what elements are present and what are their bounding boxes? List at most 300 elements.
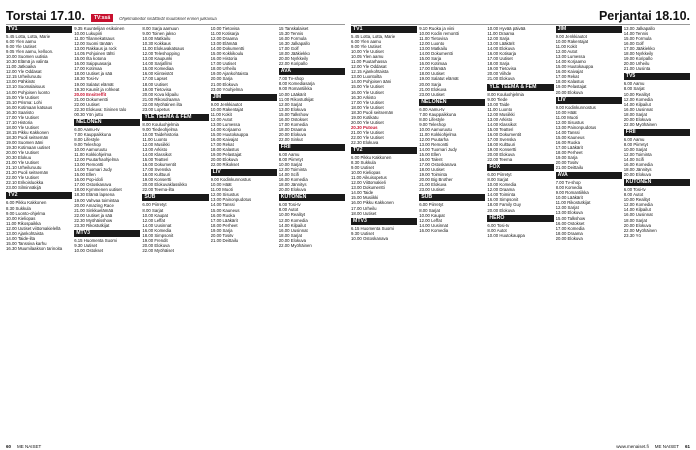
program-line: 23.00 Uutiset xyxy=(419,91,445,97)
program-line: 22.00 Yle Uutiset xyxy=(6,175,39,181)
program-line: 22.10 Erikoisluokka xyxy=(6,180,44,186)
program-line: 10.00 Hyvää päivää xyxy=(487,26,526,31)
program-line: 10.00 Kieliopas xyxy=(6,215,36,221)
program-line: 11.00 Kokit xyxy=(555,44,577,50)
program-line: 15.10 Prisma: Lohi xyxy=(6,99,42,105)
program-line: 20.00 Nyrkkeily xyxy=(278,56,309,62)
program-line: 9.00 Yle Uutiset xyxy=(351,44,382,50)
program-line: 16.00 Kiinteistöt xyxy=(142,71,173,77)
program-line: 9.00 Kodinkunnostus xyxy=(210,177,251,183)
program-line: 18.00 Urheilu xyxy=(210,66,237,72)
program-line: 12.00 Sarjat xyxy=(555,205,579,211)
program-line: 17.10 Historia xyxy=(6,119,33,125)
program-line: 6.00 Piirretyt xyxy=(487,172,512,178)
program-line: 16.00 Kotimaa xyxy=(419,61,447,67)
program-line: 18.00 Sarjat xyxy=(623,217,647,223)
program-line: 10.00 Tietovisa xyxy=(210,26,240,31)
program-line: 17.00 Ostoskanava xyxy=(74,182,112,188)
program-line: 18.00 Kalastus xyxy=(210,147,240,153)
listing-column xyxy=(624,26,690,439)
program-line: 19.00 Salatut elämät xyxy=(419,76,459,82)
program-line: 13.00 Remontti xyxy=(74,162,104,168)
program-line: 11.00 Tietovisa xyxy=(419,36,448,42)
program-line: 17.00 Jääkiekko xyxy=(623,46,655,52)
program-line: 13.00 Painonpudotus xyxy=(555,124,597,130)
page-footer xyxy=(6,444,41,449)
program-line: 11.00 Luonto xyxy=(487,106,513,112)
program-line: 21.00 Rikosdraama xyxy=(142,96,180,102)
program-line: 19.00 Konsertti xyxy=(142,177,172,183)
page-header xyxy=(6,0,345,25)
program-line: 13.00 Matkailu xyxy=(419,46,448,52)
program-line: 13.00 Remontti xyxy=(419,141,449,147)
program-line: 16.00 Komedia xyxy=(278,177,308,183)
program-line: 10.00 Lukupiiri xyxy=(74,31,103,37)
program-line: 10.30 Kokkaus xyxy=(142,41,171,47)
program-line: 15.00 Ellen xyxy=(74,172,96,178)
program-line: 11.00 Puutarhassa xyxy=(351,59,387,65)
program-line: 16.00 Uusinnat xyxy=(278,227,308,233)
program-line: 9.00 Jenkkiautot xyxy=(210,101,242,107)
program-line: 20.00 Elokuva xyxy=(210,157,238,163)
program-line: 21.00 Elokuva xyxy=(210,81,238,87)
program-line: 6.15 Huomenta Suomi xyxy=(74,237,117,243)
program-line: 6.00 Aamu-tv xyxy=(419,106,445,112)
program-line: 13.00 Elämää xyxy=(210,41,238,47)
program-line: 15.00 Kokkikoulu xyxy=(210,51,244,57)
program-line: 20.00 Elokuva xyxy=(623,116,652,122)
program-line: 11.00 Kokit xyxy=(210,111,232,117)
program-line: 12.00 Toiminta xyxy=(278,167,307,173)
program-line: 9.00 Luonto-ohjelma xyxy=(6,210,46,216)
program-line: 17.00 Ostoskanava xyxy=(419,162,457,168)
magazine-name: ME NAISET xyxy=(17,444,42,449)
program-line: 13.00 Pähkinät xyxy=(6,79,35,85)
program-line: 18.00 Family Guy xyxy=(487,202,522,208)
program-line: 20.00 Big Brother xyxy=(419,177,453,183)
program-line: 20.00 Elokuva xyxy=(487,207,515,213)
program-line: 17.00 Yle Uutiset xyxy=(6,114,39,120)
program-line: 13.00 Lumessa xyxy=(555,54,585,60)
program-line: 15.30 Tennis xyxy=(278,31,304,37)
program-line: 10.00 Suomen uutisia xyxy=(6,54,48,60)
program-line: 6.00 Piirretyt xyxy=(419,202,444,208)
program-line: 12.00 Komedia xyxy=(623,96,653,102)
program-line: 14.00 Klassikot xyxy=(487,121,517,127)
program-line: 18.00 Kulttuuri xyxy=(142,172,171,178)
program-line: 12.00 Sisustus xyxy=(555,119,584,125)
program-line: 8.00 Sarjat xyxy=(623,86,645,92)
program-line: 8.30 Sukkula xyxy=(6,205,31,211)
program-line: 10.00 Sarjat xyxy=(278,162,302,168)
program-line: 22.30 Myöhäisshow xyxy=(74,217,113,223)
program-line: 15.00 Sarja xyxy=(419,56,442,62)
program-line: 20.00 Tositv xyxy=(210,232,234,238)
program-line: 20.00 Yle Uutiset xyxy=(6,150,39,156)
program-line: 8.30 Sukkula xyxy=(351,160,376,166)
channel-header: TV5 xyxy=(624,73,690,80)
program-line: 14.00 Elokuva xyxy=(487,46,515,52)
program-line: 6.00 Pikku Kakkonen xyxy=(351,155,392,161)
highlight-program: 20.00 Ensitreffit xyxy=(74,91,107,97)
program-line: 21.00 Uusinta xyxy=(623,66,651,72)
program-line: 10.00 Ostoskanava xyxy=(351,235,389,241)
program-line: 18.00 Uutiset xyxy=(419,167,445,173)
program-line: 16.00 Ostokset xyxy=(555,220,585,226)
program-line: 12.00 Teleshopping xyxy=(142,51,180,57)
program-line: 18.00 Uutiset xyxy=(351,210,377,216)
program-line: 12.00 Sisustus xyxy=(210,192,239,198)
program-line: 9.00 Uutiset xyxy=(351,165,374,171)
program-line: 16.00 Komedia xyxy=(419,227,449,233)
program-line: 8.00 Autot xyxy=(623,192,644,198)
program-line: 12.15 Ajankohtaista xyxy=(351,69,389,75)
program-line: 19.00 Salatut elämät xyxy=(74,81,114,87)
program-line: 15.00 Kauneus xyxy=(555,134,585,140)
program-line: 11.00 Kokkiohjelma xyxy=(74,152,112,158)
program-line: 20.00 Elokuva xyxy=(278,131,307,137)
program-line: 20.00 Elokuva xyxy=(278,237,307,243)
program-line: 7.00 Tv-shop xyxy=(555,180,581,186)
channel-header: NELONEN xyxy=(419,99,485,106)
program-line: 12.00 Draama xyxy=(210,36,238,42)
program-line: 19.00 Konsertti xyxy=(487,147,517,153)
program-line: 8.00 Sarjat xyxy=(419,207,440,213)
program-line: 22.00 Myöhäinen xyxy=(623,121,657,127)
program-line: 22.00 Teema xyxy=(487,157,513,163)
program-line: 13.00 Arkisto xyxy=(142,147,168,153)
channel-header: LIV xyxy=(556,97,622,104)
program-line: 21.00 Sinkkuelämää xyxy=(74,207,114,213)
program-line: 21.00 Dokumentti xyxy=(74,96,108,102)
program-line: 18.00 Yle Uutiset xyxy=(351,104,384,110)
program-line: 18.00 Uutiset xyxy=(142,81,168,87)
program-line: 19.00 Vahvaa toimintaa xyxy=(74,197,120,203)
program-line: 11.00 Rikostutkijat xyxy=(278,96,314,102)
program-line: 14.00 Dokumentti xyxy=(419,51,453,57)
program-line: 12.00 Komedia xyxy=(278,217,308,223)
program-line: 20.00 Elokuva xyxy=(555,89,583,95)
program-line: 21.00 Elokuva xyxy=(487,76,515,82)
program-line: 9.30 Uutiset xyxy=(351,230,374,236)
program-line: 7.00 Tv-shop xyxy=(278,76,304,82)
program-line: 8.00 Kouluohjelmia xyxy=(487,91,524,97)
program-line: 16.00 Kaivajat xyxy=(210,136,238,142)
program-line: 18.00 Jännitys xyxy=(623,167,652,173)
channel-header: KUTONEN xyxy=(624,179,690,186)
program-line: 12.00 Viittomakieli xyxy=(351,180,386,186)
program-line: 12.00 Sarja xyxy=(487,36,510,42)
program-line: 17.00 Kotimaa xyxy=(74,66,102,72)
program-line: 10.00 Rakentajat xyxy=(210,106,244,112)
program-line: 11.00 Luonto xyxy=(142,136,168,142)
magazine-name: ME NAISET xyxy=(654,444,679,449)
program-line: 14.00 Tuomari Judy xyxy=(419,147,457,153)
program-line: 13.00 Lääkärit xyxy=(487,41,515,47)
program-line: 12.00 Draama xyxy=(487,187,515,193)
channel-header: FRII xyxy=(279,144,345,151)
program-line: 22.00 Uutiset xyxy=(74,101,100,107)
program-line: 22.00 Myöhäiset xyxy=(142,247,174,253)
program-line: 19.00 Toiminta xyxy=(419,172,448,178)
program-line: 22.30 Elokuva xyxy=(351,139,379,145)
program-line: 20.00 Viihde xyxy=(487,71,512,77)
program-line: 18.00 Yle Uutiset xyxy=(6,124,39,130)
program-line: 17.00 Yle Uutiset xyxy=(351,99,384,105)
program-line: 9.10 Ruoka ja viini xyxy=(419,26,455,31)
page-number: 60 xyxy=(6,444,12,449)
program-line: 20.00 Elokuva xyxy=(142,242,170,248)
program-line: 22.00 Myöhäinen xyxy=(278,242,312,248)
program-line: 16.00 Pop-idoli xyxy=(74,177,103,183)
program-line: 14.00 Kilpailut xyxy=(623,101,651,107)
program-line: 14.00 Tennis xyxy=(623,31,649,37)
program-line: 23.00 Yöohjelma xyxy=(210,86,243,92)
program-line: 20.00 Yle Uutiset xyxy=(351,119,384,125)
program-line: 14.00 Scifi xyxy=(278,172,299,178)
program-line: 18.00 Perheet xyxy=(210,222,238,228)
program-line: 22.00 Teema-ilta xyxy=(142,187,175,193)
program-line: 19.00 Pelastajat xyxy=(210,152,242,158)
program-line: 15.00 Ellen xyxy=(419,152,441,158)
program-line: 20.00 Sarja xyxy=(210,76,233,82)
program-line: 16.00 Dokumentit xyxy=(487,131,522,137)
program-line: 8.00 Sarjat xyxy=(142,207,164,213)
channel-header: NELONEN xyxy=(74,119,140,126)
program-line: 11.00 Kotisarja xyxy=(210,31,239,37)
program-line: 6.00 Pikku Kakkonen xyxy=(6,200,47,206)
program-line: 10.00 Komedia xyxy=(487,182,517,188)
section-tag: TV:ssä xyxy=(91,14,113,22)
program-line: 22.00 Uutiset ja sää xyxy=(74,212,113,218)
listing-column xyxy=(556,26,622,439)
program-line: 19.00 Pelastajat xyxy=(555,84,587,90)
program-line: 9.30 Uutiset xyxy=(74,242,98,248)
program-line: 5.45 Lotta, Lotta, Marie xyxy=(351,34,396,39)
program-line: 21.00 Yle Uutiset xyxy=(351,129,384,135)
listing-columns xyxy=(6,26,345,439)
program-line: 18.00 Kalastus xyxy=(555,79,585,85)
program-line: 12.00 Sarjat xyxy=(278,101,302,107)
program-line: 10.00 Realityt xyxy=(623,91,651,97)
program-line: 19.00 Kotikatu xyxy=(351,114,379,120)
program-line: 12.00 Suomi tänään xyxy=(74,41,113,47)
program-line: 6.00 Ylen aamu xyxy=(351,39,382,45)
program-line: 14.05 Pohjoinen tähti xyxy=(74,51,115,57)
channel-header: TV1 xyxy=(351,26,417,33)
program-line: 10.00 Kaupat xyxy=(142,212,168,218)
program-line: 16.00 Yle Uutiset xyxy=(351,89,384,95)
channel-header: FRII xyxy=(624,129,690,136)
channel-header: JIM xyxy=(556,26,622,33)
channel-header: JIM xyxy=(211,94,277,101)
program-line: 15.00 Ilta kotona xyxy=(74,56,106,62)
program-line: 10.00 Aamuruutu xyxy=(74,147,107,153)
program-line: 13.00 Rakkaus ja rock xyxy=(74,46,117,52)
program-line: 15.00 Talkshow xyxy=(555,215,586,221)
listing-column xyxy=(142,26,208,439)
program-line: 11.00 Aikuisopetus xyxy=(351,175,387,181)
channel-header: YLE TEEMA & FEM xyxy=(142,114,208,121)
program-line: 17.00 Komedia xyxy=(278,121,308,127)
program-line: 12.00 Musiikki xyxy=(487,111,515,117)
program-line: 6.00 Aamu xyxy=(623,81,645,87)
program-line: 15.00 Huutokauppa xyxy=(210,131,249,137)
channel-header: SUB xyxy=(142,194,208,201)
program-line: 16.00 Simpsonit xyxy=(487,197,519,203)
program-line: 12.00 Autot xyxy=(210,116,233,122)
channel-header: HERO xyxy=(487,215,553,222)
program-line: 18.00 Draama xyxy=(555,230,583,236)
program-line: 19.00 Tietovisa xyxy=(487,66,517,72)
program-line: 15.00 Huutokauppa xyxy=(555,64,594,70)
program-line: 23.30 Rikostutkijat xyxy=(74,222,110,228)
program-line: 21.00 Deittailu xyxy=(210,237,239,243)
page-footer xyxy=(616,444,690,449)
program-line: 6.00 Tosi-tv xyxy=(487,222,510,228)
program-line: 9.00 Toinen jakso xyxy=(142,31,176,37)
program-line: 14.00 Tuomari Judy xyxy=(74,167,112,173)
program-line: 19.00 Koripallo xyxy=(623,56,653,62)
program-line: 23.00 Uutiset xyxy=(419,187,445,193)
program-line: 16.00 Ruoka xyxy=(555,139,580,145)
program-line: 12.00 Leffat xyxy=(142,217,166,223)
program-line: 21.20 Puoli seitsemän xyxy=(6,170,49,176)
program-line: 10.00 Sarjat xyxy=(623,146,647,152)
program-line: 15.00 Tanssiva karhu xyxy=(6,240,47,246)
program-line: 11.00 Muoti xyxy=(555,114,578,120)
program-line: 16.00 Komedia xyxy=(623,162,653,168)
program-line: 10.30 Elämä ja valinta xyxy=(6,59,49,65)
program-line: 11.00 Jatkoaika xyxy=(6,64,36,70)
program-line: 9.00 Romantiikka xyxy=(278,86,312,92)
program-line: 11.00 Muoti xyxy=(210,187,233,193)
program-line: 17.00 Elämää xyxy=(419,66,446,72)
program-line: 11.00 Draama xyxy=(487,31,515,37)
channel-header: AVA xyxy=(556,172,622,179)
header-note: Ohjelmatiedot sisältävät muutokset ennen julkaisua xyxy=(119,17,217,22)
program-line: 5.45 Lotta, Lotta, Marie xyxy=(6,34,51,39)
program-line: 20.00 Elokuva xyxy=(487,152,515,158)
program-line: 19.00 Frendit xyxy=(142,237,168,243)
program-line: 7.00 Kauppaikkuna xyxy=(419,111,456,117)
program-line: 16.00 Pikku Kakkonen xyxy=(351,200,394,206)
program-line: 15.00 Talkshow xyxy=(278,111,309,117)
program-line: 14.00 Toiminta xyxy=(487,192,516,198)
program-line: 16.00 Ruoka xyxy=(210,212,235,218)
channel-header: TV2 xyxy=(351,147,417,154)
program-line: 14.00 Uusinnat xyxy=(419,222,449,228)
program-line: 22.30 Elokuva: Sininen talo xyxy=(74,106,127,112)
program-line: 21.00 Deittailu xyxy=(555,165,584,171)
program-line: 16.00 Uusinnat xyxy=(623,106,653,112)
program-line: 22.00 Myöhäinen ilta xyxy=(142,101,183,107)
program-line: 9.00 Kodinkunnostus xyxy=(555,104,596,110)
highlight-program: 20.30 Putous xyxy=(351,124,378,130)
program-line: 16.00 Talent xyxy=(419,157,443,163)
listing-columns xyxy=(351,26,690,439)
program-line: 8.00 Autot xyxy=(278,207,299,213)
program-line: 16.00 Komedia xyxy=(142,227,172,233)
program-line: 11.00 Elokuvakatsaus xyxy=(142,46,185,52)
page-date: Torstai 17.10. xyxy=(6,8,85,23)
program-line: 17.00 Lääkärit xyxy=(555,144,583,150)
channel-header: LIV xyxy=(211,169,277,176)
program-line: 16.30 Muumilaakson tarinoita xyxy=(6,245,63,251)
program-line: 17.00 Lapset xyxy=(142,76,168,82)
program-line: 10.00 Taidehistoria xyxy=(142,131,179,137)
program-line: 13.00 Dokumentti xyxy=(351,185,385,191)
program-line: 12.00 Uutiset viittomakielellä xyxy=(6,225,61,231)
program-line: 8.00 Piirretyt xyxy=(623,141,648,147)
program-line: 18.00 Uutiset ja sää xyxy=(74,71,113,77)
program-line: 19.00 Sarja xyxy=(210,227,233,233)
program-line: 19.00 Sarja xyxy=(555,155,578,161)
program-line: 11.00 Rikostutkijat xyxy=(555,200,591,206)
program-line: 18.15 Pikku Kakkonen xyxy=(6,129,49,135)
program-line: 22.00 Sinkut xyxy=(278,136,303,142)
program-line: 8.00 Komediasarja xyxy=(278,81,315,87)
program-line: 6.00 Tosi-tv xyxy=(278,202,301,208)
program-line: 11.00 Rikospaikka xyxy=(6,220,41,226)
program-line: 14.00 Kilpailut xyxy=(278,222,306,228)
program-line: 10.05 Ylen aamu xyxy=(351,54,384,60)
page-date: Perjantai 18.10. xyxy=(598,8,690,23)
program-line: 14.00 Klassikot xyxy=(142,152,172,158)
program-line: 16.30 Arkisto xyxy=(351,94,376,100)
program-line: 10.00 Taide xyxy=(487,101,510,107)
channel-header: TV2 xyxy=(6,192,72,199)
program-line: 15.00 Teatteri xyxy=(142,157,169,163)
program-line: 12.00 Autot xyxy=(555,49,578,55)
program-line: 16.00 Uusinnat xyxy=(623,212,653,218)
program-line: 20.00 Elokuva xyxy=(555,235,583,241)
program-line: 6.00 Aamu-tv xyxy=(74,126,100,132)
program-line: 8.00 Lifestyle xyxy=(419,116,445,122)
program-line: 18.00 Jääkiekko xyxy=(278,51,310,57)
program-line: 23.00 Lopetus xyxy=(142,106,170,112)
program-line: 17.00 Svenska xyxy=(142,167,171,173)
program-line: 14.00 Tanssi xyxy=(210,202,235,208)
program-line: 8.00 Kouluohjelmia xyxy=(142,121,179,127)
program-line: 10.00 Häät xyxy=(210,182,232,188)
program-line: 8.00 Komedia xyxy=(555,185,583,191)
program-line: 18.00 Sarja xyxy=(487,61,510,67)
program-line: 13.00 Kaupunki xyxy=(142,56,173,62)
program-line: 14.00 Tanssi xyxy=(555,129,580,135)
program-line: 23.30 Yö xyxy=(623,232,641,238)
program-line: 9.05 Ylen aamu, kelloon. xyxy=(6,49,54,55)
program-line: 13.10 Suomalaisuus xyxy=(6,84,45,90)
program-line: 14.00 Pohjoisen luonto xyxy=(6,89,50,95)
program-line: 10.00 Matkailu xyxy=(142,36,171,42)
program-line: 10.00 Realityt xyxy=(278,212,306,218)
program-line: 10.00 Kieliopas xyxy=(351,170,381,176)
program-line: 10.00 Häät xyxy=(555,109,577,115)
program-line: 18.30 Puoli seitsemän xyxy=(6,134,49,140)
program-line: 6.15 Huomenta Suomi xyxy=(351,225,394,231)
program-line: 21.10 Urheiluruutu xyxy=(6,165,42,171)
program-line: 17.00 Golf xyxy=(278,46,299,52)
page-header xyxy=(351,0,690,25)
program-line: 15.00 Yle Uutiset xyxy=(351,84,384,90)
channel-header: AVA xyxy=(279,68,345,75)
program-line: 9.00 Teleshop xyxy=(74,141,101,147)
program-line: 18.00 Sarjat xyxy=(278,232,302,238)
program-line: 15 Tanskalaiset xyxy=(278,26,309,31)
program-line: 9.00 Teleshop xyxy=(419,121,446,127)
right-page xyxy=(348,0,696,450)
